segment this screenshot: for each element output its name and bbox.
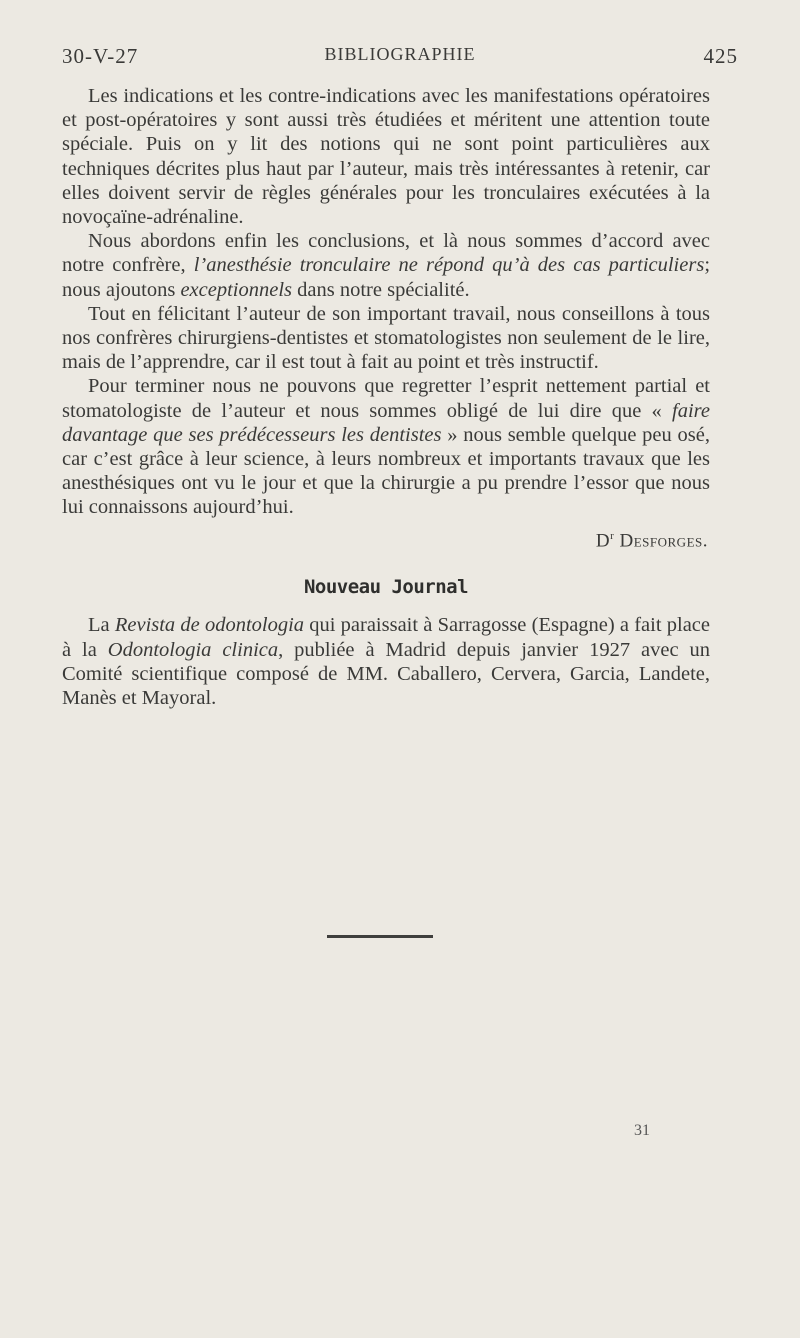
signature-title: D xyxy=(595,529,611,551)
paragraph-2-italic-b: exceptionnels xyxy=(180,278,293,301)
end-rule xyxy=(327,935,433,938)
section-title: Nouveau Journal xyxy=(303,576,469,599)
header-section: BIBLIOGRAPHIE xyxy=(324,44,476,64)
signature xyxy=(62,524,710,554)
paragraph-1: Les indications et les contre-indications avec les manifestations opératoires et post-opératoires y sont aussi très étudiées et méritent une attention toute spéciale. Puis on y lit des notions qui ne sont point particulières aux techniques décrites plus haut par l’auteur, mais très intéressantes à retenir, car elles doivent servir de règles générales pour les tronculaires exécutées à la novoçaïne-adrénaline. xyxy=(62,85,710,229)
section-paragraph-italic-b: Odontologia clinica xyxy=(107,638,279,661)
paragraph-2-text-c: dans notre spécialité. xyxy=(292,278,470,301)
section-paragraph-text-a: La xyxy=(88,614,115,637)
signature-mark: 31 xyxy=(634,1122,650,1139)
paragraph-4-italic: faire davantage que ses prédécesseurs les dentistes xyxy=(62,399,710,446)
section-paragraph xyxy=(62,613,710,710)
section-paragraph-text-c: , publiée à Madrid depuis janvier 1927 avec un Comité scientifique composé de MM. Caballero, Cervera, Garcia, Landete, Manès et Mayoral. xyxy=(62,638,710,709)
section-paragraph-text-b: qui paraissait à Sarragosse (Espagne) a fait place à la xyxy=(62,614,711,661)
page-body xyxy=(62,84,710,710)
paragraph-4 xyxy=(62,374,710,519)
section-paragraph-italic-a: Revista de odontologia xyxy=(114,614,305,637)
paragraph-2-italic-a: l’anesthésie tronculaire ne répond qu’à des cas particuliers xyxy=(193,254,705,277)
paragraph-3: Tout en félicitant l’auteur de son important travail, nous conseillons à tous nos confrères chirurgiens-dentistes et stomatologistes non seulement de le lire, mais de l’apprendre, car il est tout à fait au point et très instructif. xyxy=(62,302,710,374)
paragraph-4-text-b: » nous semble quelque peu osé, car c’est grâce à leur science, à leurs nombreux et importants travaux que les anesthésiques ont vu le jour et que la chirurgie a pu prendre l’essor que nous lui connaissons aujourd’hui. xyxy=(62,423,710,519)
paragraph-2 xyxy=(62,229,710,302)
signature-name: Desforges. xyxy=(619,529,708,551)
header-date: 30-V-27 xyxy=(62,44,139,68)
header-page-number: 425 xyxy=(703,44,738,68)
paragraph-2-text-a: Nous abordons enfin les conclusions, et là nous sommes d’accord avec notre confrère, xyxy=(62,230,710,277)
paragraph-2-text-b: ; nous ajoutons xyxy=(62,254,711,301)
paragraph-4-text-a: Pour terminer nous ne pouvons que regretter l’esprit nettement partial et stomatologiste de l’auteur et nous sommes obligé de lui dire que « xyxy=(62,375,710,422)
running-header xyxy=(62,44,738,74)
signature-title-sup: r xyxy=(610,529,615,542)
